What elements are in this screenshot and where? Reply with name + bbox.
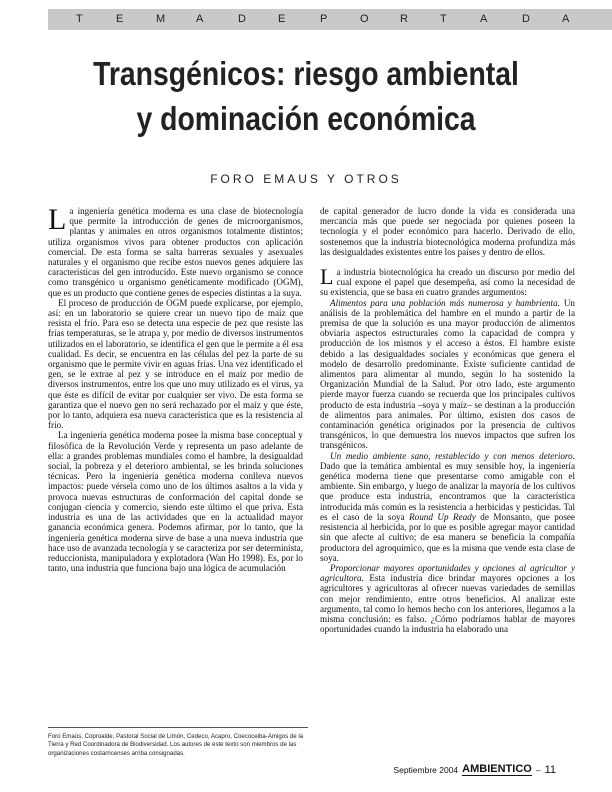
paragraph-text: Esta industria dice brindar mayores opciones a los agricultores y agricultoras al ofrecer nuevas variedades de semillas con mejor rendimiento, entre otros beneficios. Al analizar este argumento, tal como lo hemos hecho con los anteriores, llegamos a la misma conclusión: es falso. ¿Cómo podríamos hablar de mayores oportunidades cuando la industria ha elaborado una [320,573,575,635]
paragraph: La ingeniería genética moderna posee la misma base conceptual y filosófica de la Revolución Verde y representa un paso adelante de ella: a grandes problemas mundiales como el hambre, la desigualdad social, la pobreza y el deterioro ambiental, se les brinda soluciones técnicas. Pero la ingeniería genética moderna conlleva nuevos impactos: puede vérsela como uno de los últimos asaltos a la vida y provoca nuevas estructuras de conformación del capital donde se conjugan ciencia y comercio, siendo este último el que priva. Esta industria es una de las actividades que en la actualidad mayor ganancia económica genera. Podemos afirmar, por lo tanto, que la ingeniería genética moderna sirve de base a una nueva industria que hace uso de avanzada tecnología y se caracteriza por ser determinista, reduccionista, manipuladora y explotadora (Wan Ho 1998). Es, por lo tanto, una industria que funciona bajo una lógica de acumulación [48,430,303,574]
section-letter: A [480,13,490,25]
section-letter: M [156,13,168,25]
paragraph: El proceso de producción de OGM puede explicarse, por ejemplo, así: en un laboratorio se quiere crear un nuevo tipo de maíz que resista el frío. Para eso se detecta una especie de pez que resiste las frías temperaturas, se le atrapa y, por medio de diversos instrumentos utilizados en el laboratorio, se identifica el gen que le permite a él esa cualidad. Es decir, se encuentra en las células del pez la parte de su organismo que le permite vivir en aguas frías. Una vez identificado el gen, se le extrae al pez y se introduce en el maíz por medio de diversos instrumentos, entre los que uno muy utilizado es el virus, ya que éste es difícil de evitar por cualquier ser vivo. De esta forma se garantiza que el nuevo gen no será rechazado por el maíz y que éste, por lo tanto, adquiera esa nueva característica que es la resistencia al frío. [48,297,303,431]
product-name: Round Up Ready [409,511,476,522]
argument-heading: Alimentos para una población más numerosa y hambrienta. [330,297,560,308]
section-letter: D [522,13,532,25]
argument-heading: Un medio ambiente sano, restablecido y con menos deterioro. [330,450,575,461]
section-letter: D [238,13,248,25]
byline: FORO EMAUS Y OTROS [210,172,402,186]
separator: – [535,764,541,775]
section-letter: E [116,13,126,25]
paragraph [320,451,575,563]
article-title-line-2: y dominación económica [136,100,476,137]
argument-heading: Proporcionar mayores oportunidades y opciones al agricultor y agricultora. [320,562,575,584]
paragraph-text: de Monsanto, que posee resistencia al herbicida, por lo que es posible agregar mayor cantidad sin que afecte al cultivo; de esa manera se beneficia la compañía productora del agroquímico, que es la misma que vende esta clase de soya. [320,511,575,563]
section-letter: E [278,13,288,25]
paragraph-text: Un análisis de la problemática del hambre en el mundo a partir de la premisa de que la solución es una mayor producción de alimentos obviaría aspectos estructurales como la capacidad de compra y producción de los mismos y el acceso a éstos. El hambre existe debido a las desigualdades sociales y económicas que genera el modelo de desarrollo predominante. Existe suficiente cantidad de alimentos para alimentar al mundo, según lo ha sostenido la Organización Mundial de la Salud. Por otro lado, este argumento pierde mayor fuerza cuando se recuerda que los principales cultivos producto de esta industria –soya y maíz– se destinan a la producción de alimentos para animales. Por último, existen dos casos de contaminación genética originados por la presencia de cultivos transgénicos, lo que demuestra los nuevos impactos que sufren los transgénicos. [320,297,575,451]
paragraph [320,563,575,634]
author-footnote: Foro Emaús, Coproalde, Pastoral Social de Limón, Cedeco, Acapro, Coecoceiba-Amigos de la Tierra y Red Coordinadora de Biodiversidad. Los autores de este texto son miembros de las organizaciones costarricenses arriba consignadas. [48,727,308,758]
drop-cap: L [48,206,67,236]
section-band [48,9,612,30]
paragraph [320,264,575,298]
issue-date: Septiembre 2004 [393,764,459,775]
paragraph-text: a ingeniería genética moderna es una clase de biotecnología que permite la introducción de genes de microorganismos, plantas y animales en otros organismos totalmente distintos; utiliza organismos vivos para obtener productos con aplicación comercial. De esta forma se salta barreras sexuales y asexuales naturales y el organismo que recibe estos nuevos genes adquiere las características del gen introducido. Este nuevo organismo se conoce como transgénico u organismo genéticamente modificado (OGM), que es un producto que contiene genes de especies distintas a la suya. [48,206,303,298]
article-title-line-1: Transgénicos: riesgo ambiental [93,55,519,92]
text-column-left [48,206,303,711]
page-footer [393,763,556,776]
section-letter: T [76,13,85,25]
paragraph [320,298,575,451]
paragraph-text: a industria biotecnológica ha creado un discurso por medio del cual expone el papel que desempeña, así como la necesidad de su existencia, que se basa en cuatro grandes argumentos: [320,267,575,298]
section-letter: O [360,13,371,25]
paragraph-text: Dado que la temática ambiental es muy sensible hoy, la ingeniería genética moderna tiene que presentarse como amigable con el ambiente. Sin embargo, y luego de analizar la mayoría de los cultivos que produce esta industria, encontramos que la característica introducida más común es la resistencia a herbicidas y pesticidas. Tal es el caso de la soya [320,460,575,522]
paragraph: de capital generador de lucro donde la vida es considerada una mercancía más que puede ser negociada por quienes poseen la tecnología y el poder económico para hacerlo. Derivado de ello, sostenemos que la industria biotecnológica moderna profundiza más las desigualdades existentes entre los países y dentro de ellos. [320,206,575,257]
section-letter: P [320,13,330,25]
section-letter: T [440,13,449,25]
paragraph [48,206,303,298]
section-letter: A [196,13,206,25]
page-number: 11 [544,763,556,776]
section-letter: R [400,13,410,25]
text-column-right [320,206,575,771]
section-letter: A [562,13,572,25]
drop-cap: L [320,264,334,290]
magazine-logo: AMBIENTICO [462,763,532,775]
